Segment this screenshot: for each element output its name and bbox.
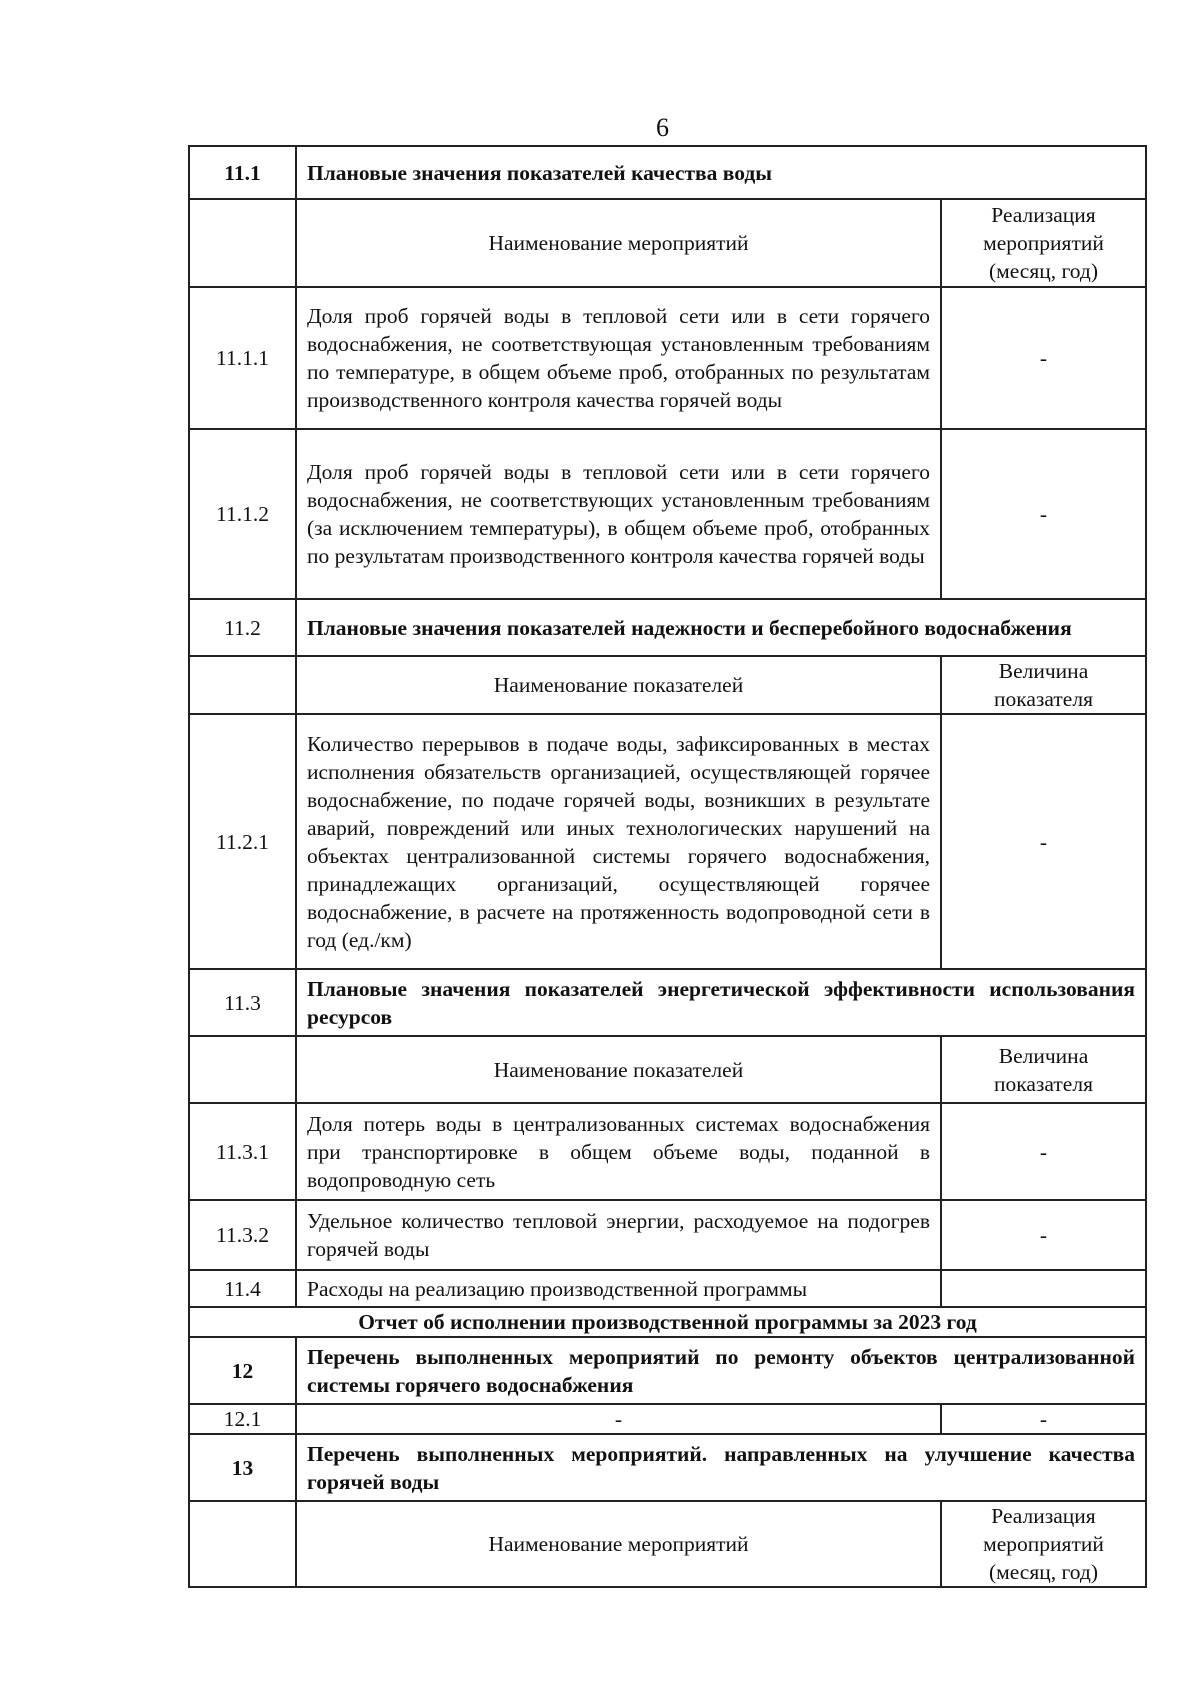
table-row-11-3-1 (189, 1103, 1146, 1200)
name-column-header: Наименование мероприятий (296, 199, 941, 287)
table-row-11-3-2 (189, 1200, 1146, 1270)
table-row-11-1-1 (189, 287, 1146, 429)
row-number: 11.3.2 (189, 1200, 296, 1270)
indicator-text: Доля проб горячей воды в тепловой сети или в сети горячего водоснабжения, не соответствующих установленным требованиям (за исключением температуры), в общем объеме проб, отобранных по результатам производственного контроля качества горячей воды (296, 429, 941, 599)
program-table (188, 145, 1147, 1588)
row-number: 11.4 (189, 1270, 296, 1307)
section-title: Перечень выполненных мероприятий. направленных на улучшение качества горячей воды (296, 1434, 1146, 1501)
section-row-11-3 (189, 969, 1146, 1036)
indicator-text: Доля потерь воды в централизованных системах водоснабжения при транспортировке в общем объеме воды, поданной в водопроводную сеть (296, 1103, 941, 1200)
indicator-text: Доля проб горячей воды в тепловой сети или в сети горячего водоснабжения, не соответствующая установленным требованиям по температуре, в общем объеме проб, отобранных по результатам производственного контроля качества горячей воды (296, 287, 941, 429)
indicator-value: - (941, 1404, 1146, 1434)
indicator-value: - (941, 1103, 1146, 1200)
column-header-row (189, 656, 1146, 714)
table-row-11-4 (189, 1270, 1146, 1307)
empty-cell (189, 656, 296, 714)
section-row-11-1 (189, 146, 1146, 199)
empty-cell (189, 1501, 296, 1587)
value-column-header: Реализация мероприятий (месяц, год) (941, 199, 1146, 287)
section-title: Перечень выполненных мероприятий по ремонту объектов централизованной системы горячего водоснабжения (296, 1337, 1146, 1404)
row-number: 11.2.1 (189, 714, 296, 969)
section-title: Плановые значения показателей надежности и бесперебойного водоснабжения (296, 599, 1146, 656)
section-row-11-2 (189, 599, 1146, 656)
section-title: Плановые значения показателей энергетической эффективности использования ресурсов (296, 969, 1146, 1036)
indicator-text: Расходы на реализацию производственной программы (296, 1270, 941, 1307)
table-row-11-2-1 (189, 714, 1146, 969)
value-column-header: Величина показателя (941, 656, 1146, 714)
row-number: 11.1.1 (189, 287, 296, 429)
name-column-header: Наименование мероприятий (296, 1501, 941, 1587)
indicator-value: - (941, 1200, 1146, 1270)
column-header-row (189, 1501, 1146, 1587)
row-number: 11.3 (189, 969, 296, 1036)
report-heading-row (189, 1307, 1146, 1337)
row-number: 11.1.2 (189, 429, 296, 599)
section-title: Плановые значения показателей качества воды (296, 146, 1146, 199)
indicator-text: Удельное количество тепловой энергии, расходуемое на подогрев горячей воды (296, 1200, 941, 1270)
table-row-11-1-2 (189, 429, 1146, 599)
page-number: 6 (656, 113, 669, 142)
value-column-header: Реализация мероприятий (месяц, год) (941, 1501, 1146, 1587)
empty-cell (189, 199, 296, 287)
indicator-text: Количество перерывов в подаче воды, зафиксированных в местах исполнения обязательств организацией, осуществляющей горячее водоснабжение, по подаче горячей воды, возникших в результате аварий, повреждений или иных технологических нарушений на объектах централизованной системы горячего водоснабжения, принадлежащих организаций, осуществляющей горячее водоснабжение, в расчете на протяженность водопроводной сети в год (ед./км) (296, 714, 941, 969)
column-header-row (189, 1036, 1146, 1103)
indicator-value (941, 1270, 1146, 1307)
row-number: 11.3.1 (189, 1103, 296, 1200)
row-number: 12 (189, 1337, 296, 1404)
report-heading: Отчет об исполнении производственной программы за 2023 год (189, 1307, 1146, 1337)
row-number: 13 (189, 1434, 296, 1501)
row-number: 11.2 (189, 599, 296, 656)
indicator-text: - (296, 1404, 941, 1434)
indicator-value: - (941, 429, 1146, 599)
section-row-13 (189, 1434, 1146, 1501)
table-row-12-1 (189, 1404, 1146, 1434)
indicator-value: - (941, 287, 1146, 429)
empty-cell (189, 1036, 296, 1103)
name-column-header: Наименование показателей (296, 656, 941, 714)
column-header-row (189, 199, 1146, 287)
name-column-header: Наименование показателей (296, 1036, 941, 1103)
value-column-header: Величина показателя (941, 1036, 1146, 1103)
section-row-12 (189, 1337, 1146, 1404)
indicator-value: - (941, 714, 1146, 969)
row-number: 11.1 (189, 146, 296, 199)
row-number: 12.1 (189, 1404, 296, 1434)
